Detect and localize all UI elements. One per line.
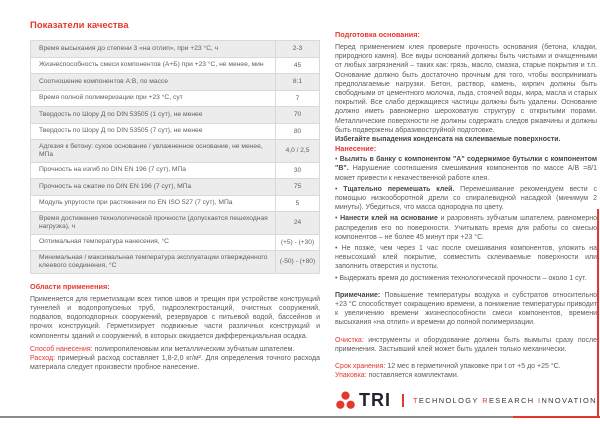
bottom-edge-gray xyxy=(0,416,513,418)
row-value: (+5) - (+30) xyxy=(275,235,319,251)
row-value: 5 xyxy=(275,196,319,212)
right-edge-red xyxy=(597,209,599,418)
table-row xyxy=(31,179,319,196)
row-label: Время достижения технологической прочности (допускается пешеходная нагрузка), ч xyxy=(39,214,268,230)
table-row xyxy=(31,107,319,124)
table-row xyxy=(31,251,319,274)
logo-divider xyxy=(402,394,404,407)
table-row xyxy=(31,163,319,180)
row-label: Прочность на сжатие по DIN EN 196 (7 сут), МПа xyxy=(39,182,192,190)
consumption-label: Расход: xyxy=(30,355,56,362)
logo-tagline: TECHNOLOGY RESEARCH INNOVATION xyxy=(413,395,597,405)
row-label: Прочность на изгиб по DIN EN 196 (7 сут), МПа xyxy=(39,166,187,174)
storage-label: Срок хранения: xyxy=(335,363,386,371)
application-method-text xyxy=(30,345,320,373)
row-label: Адгезия к бетону: сухое основание / увлажненное основание, не менее, МПа xyxy=(39,142,263,158)
table-row xyxy=(31,140,319,163)
step-item: • Вылить в банку с компонентом "А" содержимое бутылки с компонентом "В". Нарушение соотношения смешивания компонентов по массе А/В =8/1 может привести к некачественной работе клея. xyxy=(335,155,597,183)
table-row xyxy=(31,124,319,141)
preparation-text: Перед применением клея проверьте прочность основания (бетона, кладки, природного камня). Все виды оснований должны быть чистыми и очищенными от любых загрязнений – таких как: грязь, масло, смазка, старые покрытия и т.п. Основание должно быть достаточно прочным для того, чтобы воспринимать предполагаемые нагрузки. Бетон, раствор, камень, кирпич должны быть свободными от цементного молочка, льда, стоячей воды, жира, масла и старых покрытий. Все слабо держащиеся частицы должны быть удалены. Основание должно иметь равномерно шероховатую структуру с открытыми порами. Металлические поверхности не должны содержать следов ржавчины и должны быть подвержены абразивоструйной подготовке. Избегайте выпадения конденсата на склеиваемые поверхности. xyxy=(335,44,597,144)
row-value: 70 xyxy=(275,107,319,123)
preparation-heading: Подготовка основания: xyxy=(335,30,420,39)
condensate-warning: Избегайте выпадения конденсата на склеиваемые поверхности. xyxy=(335,136,561,144)
step-item: • Нанести клей на основание и разровнять зубчатым шпателем, равномерно распределив его по поверхности. Учитывать время для работы со смесью компонентов – не более 45 минут при +23 °C. xyxy=(335,214,597,242)
row-value: 80 xyxy=(275,124,319,140)
row-label: Соотношение компонентов А:В, по массе xyxy=(39,77,168,85)
row-value: (-50) - (+80) xyxy=(275,251,319,273)
row-value: 4,0 / 2,5 xyxy=(275,140,319,162)
left-column xyxy=(30,20,320,372)
step-item: • Не позже, чем через 1 час после смешивания компонентов, уложить на невысохший клей покрытие, совместить склеиваемые поверхности или заполнить отверстия и пустоты. xyxy=(335,244,597,272)
right-column xyxy=(335,30,597,411)
step-item: • Тщательно перемешать клей. Перемешивание рекомендуем вести с помощью низкооборотной дрели со спиралевидной насадкой (минимум 2 минуты). Убедиться, что масса однородна по цвету. xyxy=(335,185,597,213)
method-label: Способ нанесения: xyxy=(30,345,93,353)
application-areas-heading: Области применения: xyxy=(30,281,110,291)
table-row xyxy=(31,196,319,213)
row-label: Минимальная / максимальная температура эксплуатации отвержденного клеевого соединения, °C xyxy=(39,253,268,269)
cleaning-text: Очистка: инструменты и оборудование должны быть вымыты сразу после применения. Застывший клей может быть удален только механически. xyxy=(335,336,597,353)
row-value: 75 xyxy=(275,179,319,195)
row-value: 2-3 xyxy=(275,41,319,57)
brand-name: TRI xyxy=(359,390,391,410)
packaging-label: Упаковка: xyxy=(335,372,367,380)
storage-packaging-text: Срок хранения: 12 мес в герметичной упаковке при t от +5 до +25 °C. Упаковка: поставляется комплектами. xyxy=(335,363,561,380)
row-label: Жизнеспособность смеси компонентов (А+Б) при +23 °C, не менее, мин xyxy=(39,61,264,69)
row-value: 24 xyxy=(275,212,319,234)
application-areas-text: Применяется для герметизации всех типов швов и трещин при устройстве конструкций туннелей и водопропускных труб, гидроэлектростанций, очистных сооружений, подвалов, водоподпорных сооружений, резервуаров с питьевой водой, бассейнов и прочих конструкций. Герметизирует подвижные части различных конструкций и компоненты зданий и сооружений, в которых ожидается дифференциальная осадка. xyxy=(30,295,320,340)
row-label: Модуль упругости при растяжении по EN ISO 527 (7 сут), МПа xyxy=(39,199,233,207)
table-row xyxy=(31,58,319,75)
note-text: Примечание: Повышение температуры воздуха и субстратов относительно +23 °C способствует сокращению времени, а понижение температуры приводит к увеличению времени жизнеспособности смеси компонентов, времени высыхания «на отлип» и времени до полной полимеризации. xyxy=(335,291,598,327)
bottom-edge-red xyxy=(513,416,600,418)
table-row xyxy=(31,41,319,58)
row-label: Время высыхания до степени 3 «на отлип», при +23 °C, ч xyxy=(39,44,219,52)
row-label: Время полной полимеризации при +23 °C, сут xyxy=(39,94,183,102)
tri-clover-icon xyxy=(335,390,356,411)
table-row xyxy=(31,74,319,91)
row-value: 30 xyxy=(275,163,319,179)
row-label: Твердость по Шору Д по DIN 53505 (1 сут), не менее xyxy=(39,110,203,118)
page-title: Показатели качества xyxy=(30,20,129,31)
row-label: Оптимальная температура нанесения, °C xyxy=(39,238,170,246)
tri-logo xyxy=(335,390,597,411)
row-label: Твердость по Шору Д по DIN 53505 (7 сут), не менее xyxy=(39,127,203,135)
row-value: 45 xyxy=(275,58,319,74)
cleaning-label: Очистка: xyxy=(335,336,364,344)
consumption-text: примерный расход составляет 1,8-2,0 кг/м². Для определения точного расхода материала следует произвести пробное нанесение. xyxy=(30,355,320,372)
note-label: Примечание: xyxy=(335,291,381,299)
steps-heading: Нанесение: xyxy=(335,144,377,154)
row-value: 7 xyxy=(275,91,319,107)
row-value: 8:1 xyxy=(275,74,319,90)
table-row xyxy=(31,212,319,235)
method-text: полипропиленовым или металлическим зубчатым шпателем. xyxy=(94,345,295,353)
table-row xyxy=(31,91,319,108)
step-item: • Выдержать время до достижения технологической прочности – около 1 сут. xyxy=(335,274,597,283)
table-row xyxy=(31,235,319,252)
quality-table xyxy=(30,40,320,274)
